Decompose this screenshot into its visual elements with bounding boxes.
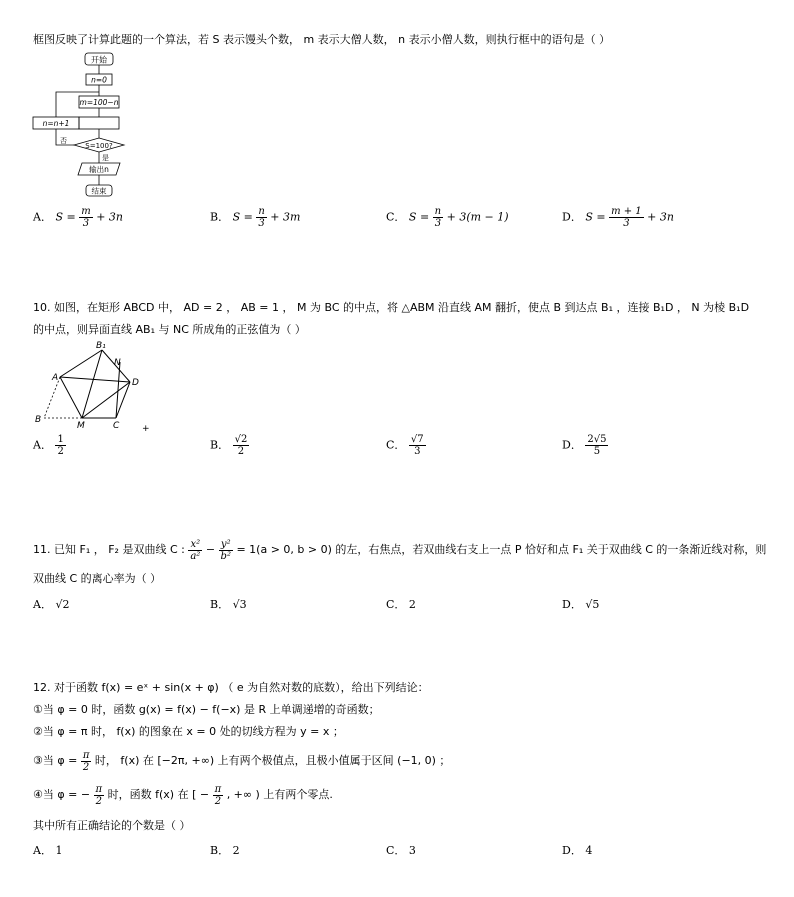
q11-option-a[interactable]: A． √2 — [33, 598, 70, 611]
q11-option-c[interactable]: C． 2 — [386, 598, 416, 611]
plus-mark: + — [142, 424, 150, 434]
q10-option-b[interactable]: B． $\frac{√2}{2}$ — [210, 434, 248, 457]
label-a: A — [52, 373, 59, 383]
flow-output-text: 输出n — [89, 165, 109, 174]
flow-yes-label: 是 — [102, 154, 109, 162]
q12-statement-3: ③当 φ = $\frac{\pi}{2}$ 时， f(x) 在 [−2π, +∞) 上有两个极值点，且极小值属于区间 (−1, 0) ； — [33, 749, 451, 773]
q12-stem: 12. 对于函数 f(x) = eˣ + sin(x + φ) （ e 为自然对数的底数），给出下列结论： — [33, 681, 429, 694]
q11-option-b[interactable]: B． √3 — [210, 598, 247, 611]
q10-option-d[interactable]: D． $\frac{2√5}{5}$ — [562, 434, 607, 457]
q10-stem-line1: 10. 如图，在矩形 ABCD 中， AD = 2 ， AB = 1 ， M 为 BC 的中点，将 △ABM 沿直线 AM 翻折，使点 B 到达点 B₁ ，连接 B₁D ， N 为棱 B₁D — [33, 301, 750, 314]
flow-start-text: 开始 — [91, 55, 107, 65]
flow-increment-text: n=n+1 — [42, 119, 70, 128]
label-m: M — [77, 421, 85, 431]
label-n: N — [114, 358, 121, 368]
label-b1: B₁ — [96, 341, 106, 351]
q12-question: 其中所有正确结论的个数是（ ） — [33, 819, 191, 832]
q12-option-b[interactable]: B． 2 — [210, 844, 240, 857]
label-b: B — [35, 415, 42, 425]
flow-assign-text: m=100−n — [79, 98, 119, 107]
q11-option-d[interactable]: D． √5 — [562, 598, 600, 611]
q11-stem-line2: 双曲线 C 的离心率为（ ） — [33, 572, 162, 585]
q10-option-c[interactable]: C． $\frac{√7}{3}$ — [386, 434, 424, 457]
q9-stem: 框图反映了计算此题的一个算法，若 S 表示馒头个数， m 表示大僧人数， n 表示小僧人数，则执行框中的语句是（ ） — [33, 33, 611, 46]
q12-option-d[interactable]: D． 4 — [562, 844, 593, 857]
q12-statement-2: ②当 φ = π 时， f(x) 的图象在 x = 0 处的切线方程为 y = x ； — [33, 725, 344, 738]
q12-option-a[interactable]: A． 1 — [33, 844, 63, 857]
q9-option-d[interactable]: D． S = $\frac{m + 1}{3}$ + 3n — [562, 206, 674, 229]
flow-no-label: 否 — [60, 137, 67, 145]
flow-exec-box — [79, 117, 119, 129]
q9-option-c[interactable]: C． S = $\frac{n}{3}$ + 3(m − 1) — [386, 206, 509, 229]
flow-end-text: 结束 — [91, 186, 107, 196]
q9-flowchart — [30, 50, 130, 200]
flow-init-text: n=0 — [91, 75, 107, 85]
q10-stem-line2: 的中点，则异面直线 AB₁ 与 NC 所成角的正弦值为（ ） — [33, 323, 306, 336]
q10-option-a[interactable]: A． $\frac{1}{2}$ — [33, 434, 64, 457]
label-d: D — [132, 378, 139, 388]
q12-option-c[interactable]: C． 3 — [386, 844, 416, 857]
q11-stem-line1: 11. 已知 F₁ ， F₂ 是双曲线 C : $\frac{\text{x²}}{\text{a²}}$ − $\frac{\text{y²}}{\text{b²}}$ = 1(a > 0, b > 0) 的左，右焦点，若双曲线右支上一点 P 恰好和点 F₁ 关于双曲线 C 的一条渐近线对称，则 — [33, 538, 767, 562]
q9-option-b[interactable]: B． S = $\frac{n}{3}$ + 3m — [210, 206, 301, 229]
q12-statement-4: ④当 φ = − $\frac{\pi}{2}$ 时，函数 f(x) 在 [ − $\frac{\pi}{2}$ , +∞ ) 上有两个零点. — [33, 783, 333, 807]
flow-cond-text: S=100? — [85, 142, 113, 150]
q9-option-a[interactable]: A． S = $\frac{m}{3}$ + 3n — [33, 206, 123, 229]
q12-statement-1: ①当 φ = 0 时，函数 g(x) = f(x) − f(−x) 是 R 上单调递增的奇函数； — [33, 703, 380, 716]
q10-figure — [30, 340, 155, 432]
label-c: C — [113, 421, 120, 431]
